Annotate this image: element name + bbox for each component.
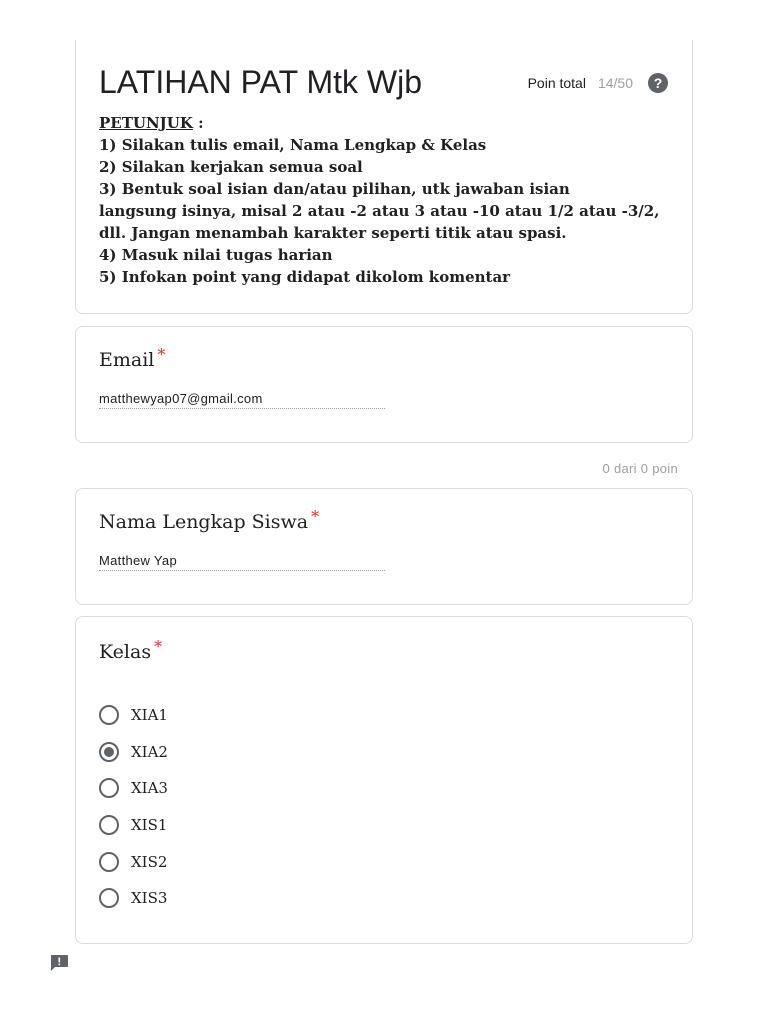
option-label: XIS2 (131, 852, 168, 871)
required-mark: * (157, 345, 166, 364)
option-label: XIS1 (131, 816, 168, 835)
class-option[interactable] (99, 734, 168, 771)
name-question-card (75, 488, 693, 605)
radio-button[interactable] (99, 815, 119, 835)
instructions (99, 112, 662, 288)
class-options (99, 697, 168, 917)
class-option[interactable] (99, 843, 168, 880)
required-mark: * (311, 507, 320, 526)
email-label: Email (99, 349, 155, 371)
instruction-line: 1) Silakan tulis email, Nama Lengkap & Kelas (99, 136, 487, 154)
instruction-line: 2) Silakan kerjakan semua soal (99, 158, 363, 176)
class-option[interactable] (99, 770, 168, 807)
email-question-title (99, 345, 166, 371)
help-circle-icon[interactable]: ? (648, 73, 668, 93)
instruction-line: 5) Infokan point yang didapat dikolom komentar (99, 268, 511, 286)
instruction-line: langsung isinya, misal 2 atau -2 atau 3 atau -10 atau 1/2 atau -3/2, (99, 202, 660, 220)
class-question-card (75, 616, 693, 944)
instruction-line: 4) Masuk nilai tugas harian (99, 246, 333, 264)
radio-selected-dot (104, 747, 114, 757)
option-label: XIS3 (131, 889, 168, 908)
instruction-line: dll. Jangan menambah karakter seperti titik atau spasi. (99, 224, 567, 242)
email-answer: matthewyap07@gmail.com (99, 391, 385, 409)
option-label: XIA1 (131, 706, 168, 725)
instructions-heading-colon: : (192, 114, 204, 132)
option-label: XIA3 (131, 779, 168, 798)
class-option[interactable] (99, 807, 168, 844)
email-question-card (75, 326, 693, 443)
score-value: 14/50 (597, 75, 633, 91)
form-header-card (75, 40, 693, 314)
feedback-icon[interactable] (49, 954, 69, 972)
required-mark: * (154, 637, 163, 656)
radio-button[interactable] (99, 852, 119, 872)
radio-button[interactable] (99, 778, 119, 798)
class-question-title (99, 637, 163, 663)
name-answer: Matthew Yap (99, 553, 385, 571)
total-score (528, 73, 668, 93)
class-label: Kelas (99, 641, 152, 663)
class-option[interactable] (99, 880, 168, 917)
form-title: LATIHAN PAT Mtk Wjb (99, 64, 422, 100)
instructions-heading-line (99, 112, 662, 134)
option-label: XIA2 (131, 742, 168, 761)
instructions-heading: PETUNJUK (99, 114, 193, 132)
name-question-title (99, 507, 320, 533)
radio-button[interactable] (99, 705, 119, 725)
radio-button-selected[interactable] (99, 742, 119, 762)
name-label: Nama Lengkap Siswa (99, 511, 309, 533)
instruction-line: 3) Bentuk soal isian dan/atau pilihan, utk jawaban isian (99, 180, 570, 198)
score-label: Poin total (527, 75, 586, 91)
radio-button[interactable] (99, 888, 119, 908)
class-option[interactable] (99, 697, 168, 734)
points-note: 0 dari 0 poin (602, 461, 678, 476)
